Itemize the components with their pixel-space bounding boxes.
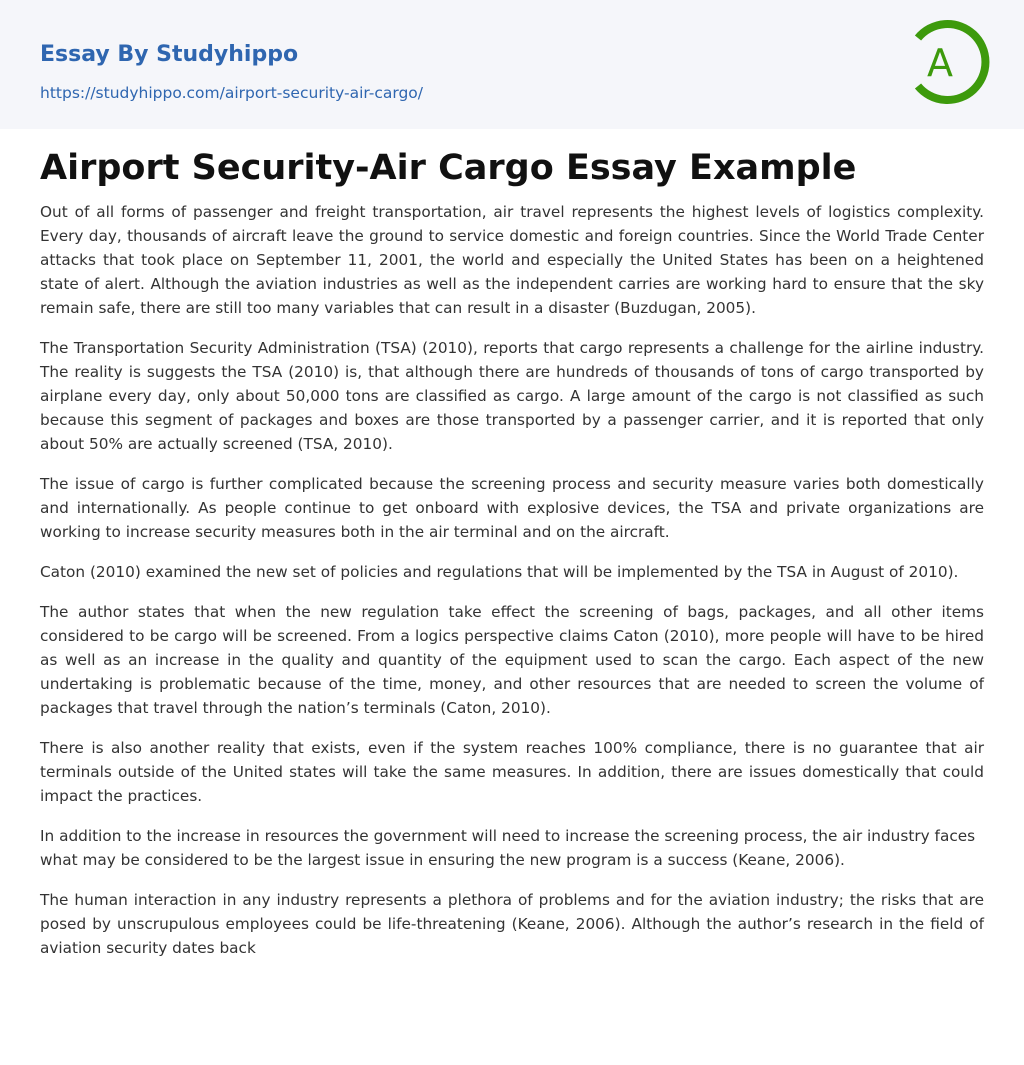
essay-paragraph: The Transportation Security Administration (TSA) (2010), reports that cargo represents a challenge for the airline industry. The reality is suggests the TSA (2010) is, that although there are hundreds of thousands of tons of cargo transported by airplane every day, only about 50,000 tons are classified as cargo. A large amount of the cargo is not classified as such because this segment of packages and boxes are those transported by a passenger carrier, and it is reported that only about 50% are actually screened (TSA, 2010). bbox=[40, 339, 984, 453]
essay-body bbox=[40, 200, 984, 976]
essay-paragraph: Out of all forms of passenger and freight transportation, air travel represents the highest levels of logistics complexity. Every day, thousands of aircraft leave the ground to service domestic and foreign countries. Since the World Trade Center attacks that took place on September 11, 2001, the world and especially the United States has been on a heightened state of alert. Although the aviation industries as well as the independent carries are working hard to ensure that the sky remain safe, there are still too many variables that can result in a disaster (Buzdugan, 2005). bbox=[40, 203, 984, 317]
essay-paragraph: There is also another reality that exists, even if the system reaches 100% compliance, there is no guarantee that air terminals outside of the United states will take the same measures. In addition, there are issues domestically that could impact the practices. bbox=[40, 739, 984, 805]
essay-paragraph: The author states that when the new regulation take effect the screening of bags, packages, and all other items considered to be cargo will be screened. From a logics perspective claims Caton (2010), more people will have to be hired as well as an increase in the quality and quantity of the equipment used to scan the cargo. Each aspect of the new undertaking is problematic because of the time, money, and other resources that are needed to screen the volume of packages that travel through the nation’s terminals (Caton, 2010). bbox=[40, 603, 984, 717]
essay-paragraph: The issue of cargo is further complicated because the screening process and security measure varies both domestically and internationally. As people continue to get onboard with explosive devices, the TSA and private organizations are working to increase security measures both in the air terminal and on the aircraft. bbox=[40, 475, 984, 541]
essay-paragraph: In addition to the increase in resources the government will need to increase the screening process, the air industry faces what may be considered to be the largest issue in ensuring the new program is a success (Keane, 2006). bbox=[40, 827, 976, 869]
brand-title: Essay By Studyhippo bbox=[40, 42, 299, 67]
page-url-link[interactable]: https://studyhippo.com/airport-security-air-cargo/ bbox=[40, 84, 424, 102]
essay-paragraph: The human interaction in any industry represents a plethora of problems and for the aviation industry; the risks that are posed by unscrupulous employees could be life-threatening (Keane, 2006). Although the author’s research in the field of aviation security dates back bbox=[40, 891, 984, 957]
logo-letter: A bbox=[927, 41, 953, 85]
studyhippo-logo-icon[interactable] bbox=[904, 18, 992, 106]
page-title: Airport Security-Air Cargo Essay Example bbox=[40, 148, 857, 188]
essay-paragraph: Caton (2010) examined the new set of policies and regulations that will be implemented by the TSA in August of 2010). bbox=[40, 563, 959, 581]
